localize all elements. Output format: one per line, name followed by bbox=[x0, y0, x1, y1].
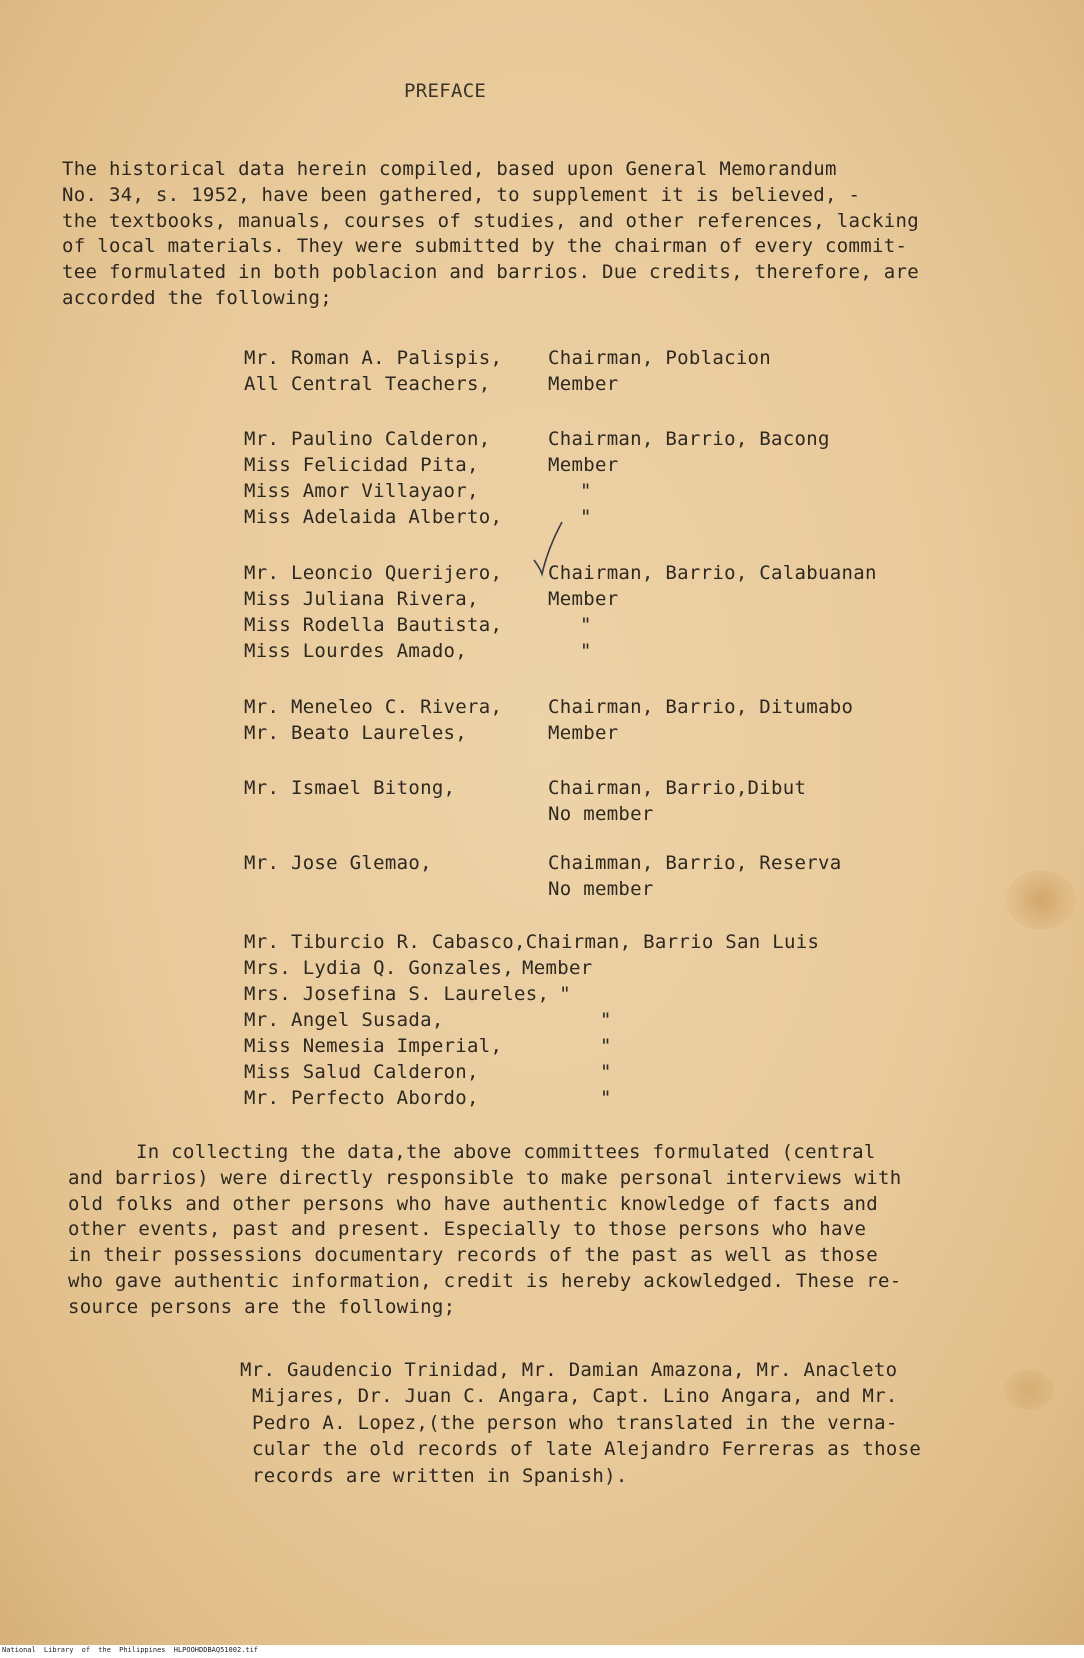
member-name: Miss Amor Villayaor, bbox=[244, 480, 479, 502]
committee-row bbox=[244, 454, 618, 476]
member-name: Mr. Tiburcio R. Cabasco, bbox=[244, 931, 526, 953]
text-line: cular the old records of late Alejandro Ferreras as those bbox=[252, 1438, 922, 1461]
member-role: Chairman, Barrio,Dibut bbox=[548, 777, 807, 799]
text-line: in their possessions documentary records of the past as well as those bbox=[68, 1244, 878, 1267]
committee-row bbox=[244, 347, 771, 369]
member-role: No member bbox=[548, 803, 654, 825]
text-line: other events, past and present. Especially to those persons who have bbox=[68, 1218, 867, 1241]
member-role: " bbox=[580, 614, 592, 636]
member-name bbox=[244, 803, 548, 825]
member-role: Chairman, Barrio San Luis bbox=[525, 931, 820, 953]
text-line: and barrios) were directly responsible to make personal interviews with bbox=[68, 1166, 902, 1189]
member-name: Miss Rodella Bautista, bbox=[244, 614, 503, 636]
text-line: No. 34, s. 1952, have been gathered, to supplement it is believed, - bbox=[62, 183, 861, 206]
text-line: records are written in Spanish). bbox=[252, 1464, 628, 1487]
committee-row bbox=[244, 373, 618, 395]
member-name: Mr. Ismael Bitong, bbox=[244, 777, 456, 799]
member-name: Mr. Perfecto Abordo, bbox=[244, 1087, 479, 1109]
text-line: tee formulated in both poblacion and barrios. Due credits, therefore, are bbox=[62, 261, 919, 284]
water-stain bbox=[1004, 1370, 1054, 1410]
text-line: In collecting the data,the above committees formulated (central bbox=[136, 1141, 876, 1163]
committee-row bbox=[244, 852, 841, 874]
footer-filename: HLPOOHDDBAQ51002.tif bbox=[173, 1646, 259, 1654]
member-role: " bbox=[600, 1009, 612, 1031]
committee-row bbox=[244, 696, 853, 718]
member-name: Miss Felicidad Pita, bbox=[244, 454, 479, 476]
member-role: Member bbox=[548, 373, 619, 395]
member-role: No member bbox=[548, 878, 654, 900]
committee-row bbox=[244, 428, 830, 450]
page-title: PREFACE bbox=[404, 80, 487, 102]
member-role: " bbox=[600, 1061, 612, 1083]
text-line: old folks and other persons who have authentic knowledge of facts and bbox=[68, 1192, 878, 1215]
member-role: " bbox=[600, 1035, 612, 1057]
member-role: Member bbox=[548, 454, 619, 476]
member-role: Chairman, Barrio, Ditumabo bbox=[548, 696, 854, 718]
member-name: Mr. Meneleo C. Rivera, bbox=[244, 696, 503, 718]
collecting-paragraph bbox=[68, 1140, 901, 1321]
intro-paragraph bbox=[62, 157, 919, 312]
resource-persons-paragraph bbox=[240, 1357, 921, 1489]
member-name: All Central Teachers, bbox=[244, 373, 491, 395]
committee-row bbox=[244, 957, 592, 979]
member-role: Member bbox=[548, 588, 619, 610]
member-name: Mrs. Josefina S. Laureles, bbox=[244, 983, 550, 1005]
member-role: Chairman, Poblacion bbox=[548, 347, 772, 369]
committee-row bbox=[244, 1009, 612, 1031]
member-role: Chairman, Barrio, Bacong bbox=[548, 428, 830, 450]
text-line: Pedro A. Lopez,(the person who translated in the verna- bbox=[252, 1411, 898, 1434]
member-role: Chaimman, Barrio, Reserva bbox=[548, 852, 842, 874]
member-role: " bbox=[580, 506, 592, 528]
member-name: Mr. Paulino Calderon, bbox=[244, 428, 491, 450]
member-role: " bbox=[580, 480, 592, 502]
member-role: " bbox=[600, 1087, 612, 1109]
text-line: source persons are the following; bbox=[68, 1295, 456, 1318]
member-name: Mr. Jose Glemao, bbox=[244, 852, 432, 874]
member-name bbox=[244, 878, 548, 900]
text-line: The historical data herein compiled, based upon General Memorandum bbox=[62, 158, 837, 180]
committee-row bbox=[244, 614, 592, 636]
member-name: Mrs. Lydia Q. Gonzales, bbox=[244, 957, 514, 979]
committee-row bbox=[244, 777, 806, 799]
committee-row bbox=[244, 722, 618, 744]
committee-row bbox=[244, 878, 654, 900]
member-role: Member bbox=[548, 722, 619, 744]
committee-row bbox=[244, 1061, 612, 1083]
text-line: Mr. Gaudencio Trinidad, Mr. Damian Amazona, Mr. Anacleto bbox=[240, 1359, 898, 1381]
committee-row bbox=[244, 480, 592, 502]
member-name: Miss Nemesia Imperial, bbox=[244, 1035, 503, 1057]
footer-library: National Library of the Philippines bbox=[2, 1646, 166, 1654]
member-role: " bbox=[559, 983, 571, 1005]
member-name: Miss Adelaida Alberto, bbox=[244, 506, 503, 528]
member-name: Miss Juliana Rivera, bbox=[244, 588, 479, 610]
water-stain bbox=[1006, 870, 1076, 930]
text-line: accorded the following; bbox=[62, 286, 332, 309]
committee-row bbox=[244, 640, 592, 662]
member-role: Chairman, Barrio, Calabuanan bbox=[548, 562, 877, 584]
committee-row bbox=[244, 1087, 612, 1109]
member-name: Mr. Angel Susada, bbox=[244, 1009, 444, 1031]
text-line: who gave authentic information, credit is hereby ackowledged. These re- bbox=[68, 1269, 902, 1292]
scan-footer bbox=[2, 1646, 258, 1654]
text-line: of local materials. They were submitted by the chairman of every commit- bbox=[62, 235, 908, 258]
pencil-check-mark bbox=[528, 518, 568, 578]
member-name: Miss Salud Calderon, bbox=[244, 1061, 479, 1083]
member-name: Mr. Roman A. Palispis, bbox=[244, 347, 503, 369]
committee-row bbox=[244, 1035, 612, 1057]
committee-row bbox=[244, 588, 618, 610]
committee-row bbox=[244, 983, 571, 1005]
member-role: Member bbox=[522, 957, 593, 979]
member-name: Miss Lourdes Amado, bbox=[244, 640, 468, 662]
committee-row bbox=[244, 931, 819, 953]
member-name: Mr. Beato Laureles, bbox=[244, 722, 468, 744]
member-name: Mr. Leoncio Querijero, bbox=[244, 562, 503, 584]
text-line: Mijares, Dr. Juan C. Angara, Capt. Lino Angara, and Mr. bbox=[252, 1385, 898, 1408]
text-line: the textbooks, manuals, courses of studies, and other references, lacking bbox=[62, 209, 919, 232]
member-role: " bbox=[580, 640, 592, 662]
committee-row bbox=[244, 803, 654, 825]
